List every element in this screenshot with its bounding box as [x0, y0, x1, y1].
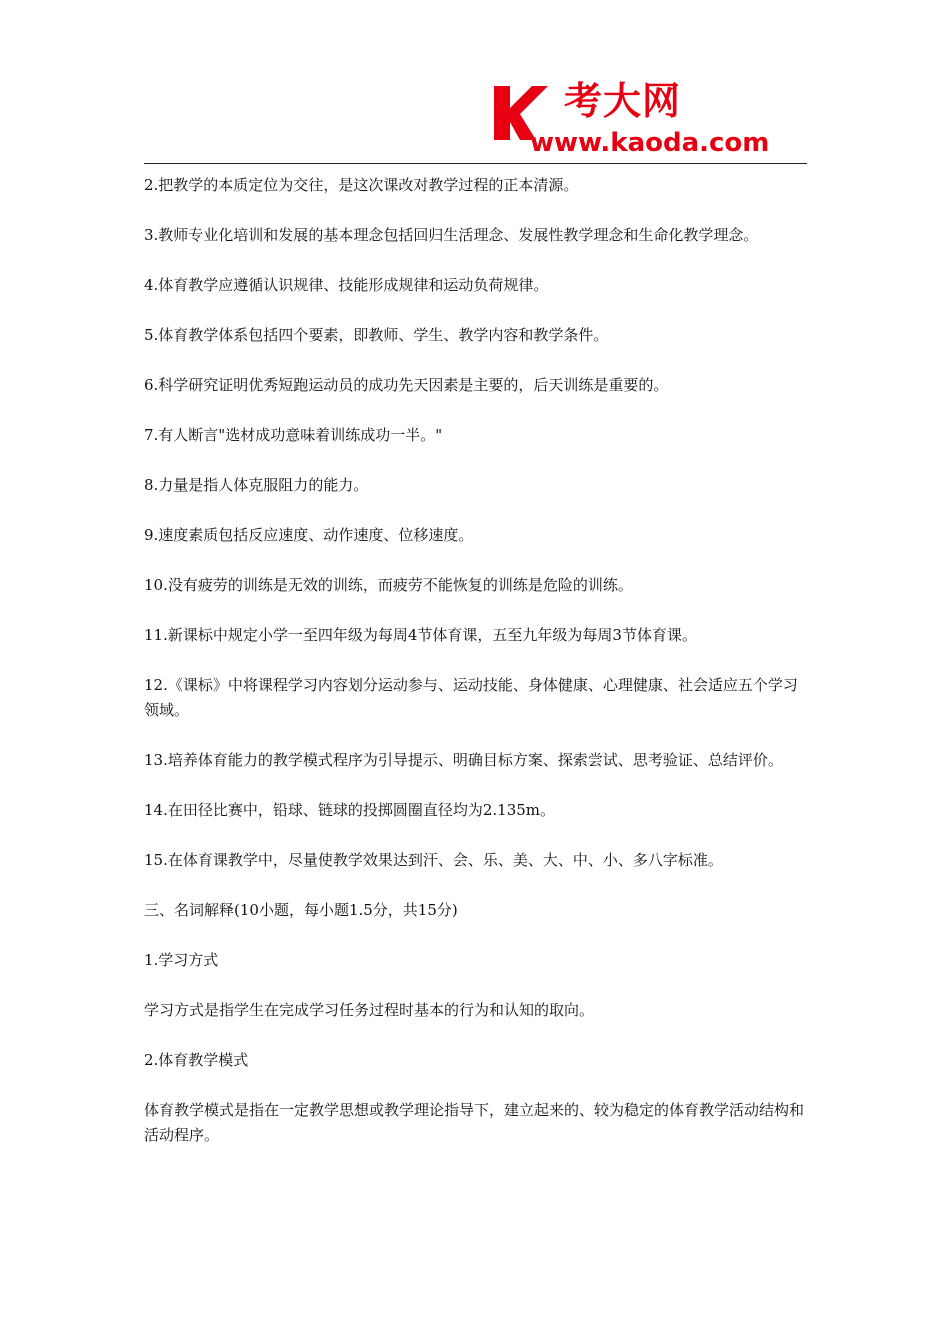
term-definition — [144, 1098, 809, 1148]
paragraph-text: 6.科学研究证明优秀短跑运动员的成功先天因素是主要的，后天训练是重要的。 — [144, 376, 669, 394]
paragraph — [144, 848, 809, 873]
section-heading-text: 三、名词解释(10小题，每小题1.5分，共15分) — [144, 901, 458, 919]
paragraph — [144, 473, 809, 498]
term-definition-text: 体育教学模式是指在一定教学思想或教学理论指导下，建立起来的、较为稳定的体育教学活动结构和活动程序。 — [144, 1101, 805, 1144]
term-title-text: 2.体育教学模式 — [144, 1051, 249, 1069]
paragraph — [144, 373, 809, 398]
paragraph-text: 12.《课标》中将课程学习内容划分运动参与、运动技能、身体健康、心理健康、社会适应五个学习领域。 — [144, 676, 798, 719]
term-title-text: 1.学习方式 — [144, 951, 219, 969]
paragraph — [144, 223, 809, 248]
document-body — [144, 173, 809, 1148]
term-title — [144, 1048, 809, 1073]
paragraph-text: 8.力量是指人体克服阻力的能力。 — [144, 476, 369, 494]
paragraph — [144, 673, 809, 723]
logo-chinese-name: 考大网 — [564, 79, 682, 123]
section-heading — [144, 898, 809, 923]
header-divider — [144, 163, 807, 164]
paragraph — [144, 323, 809, 348]
paragraph — [144, 798, 809, 823]
term-definition-text: 学习方式是指学生在完成学习任务过程时基本的行为和认知的取向。 — [144, 1001, 595, 1019]
paragraph-text: 14.在田径比赛中，铅球、链球的投掷圆圈直径均为2.135m。 — [144, 801, 556, 819]
paragraph-text: 13.培养体育能力的教学模式程序为引导提示、明确目标方案、探索尝试、思考验证、总结评价。 — [144, 751, 783, 769]
paragraph — [144, 623, 809, 648]
paragraph-text: 3.教师专业化培训和发展的基本理念包括回归生活理念、发展性教学理念和生命化教学理念。 — [144, 226, 759, 244]
paragraph — [144, 173, 809, 198]
paragraph — [144, 423, 809, 448]
paragraph-text: 2.把教学的本质定位为交往，是这次课改对教学过程的正本清源。 — [144, 176, 579, 194]
kaoda-logo — [490, 79, 810, 158]
paragraph — [144, 748, 809, 773]
paragraph-text: 5.体育教学体系包括四个要素，即教师、学生、教学内容和教学条件。 — [144, 326, 609, 344]
paragraph — [144, 523, 809, 548]
term-definition — [144, 998, 809, 1023]
paragraph-text: 7.有人断言"选材成功意味着训练成功一半。" — [144, 426, 443, 444]
paragraph — [144, 273, 809, 298]
paragraph-text: 10.没有疲劳的训练是无效的训练，而疲劳不能恢复的训练是危险的训练。 — [144, 576, 633, 594]
paragraph — [144, 573, 809, 598]
paragraph-text: 9.速度素质包括反应速度、动作速度、位移速度。 — [144, 526, 474, 544]
logo-url: www.kaoda.com — [530, 128, 770, 158]
paragraph-text: 11.新课标中规定小学一至四年级为每周4节体育课，五至九年级为每周3节体育课。 — [144, 626, 697, 644]
paragraph-text: 15.在体育课教学中，尽量使教学效果达到汗、会、乐、美、大、中、小、多八字标准。 — [144, 851, 723, 869]
paragraph-text: 4.体育教学应遵循认识规律、技能形成规律和运动负荷规律。 — [144, 276, 549, 294]
term-title — [144, 948, 809, 973]
